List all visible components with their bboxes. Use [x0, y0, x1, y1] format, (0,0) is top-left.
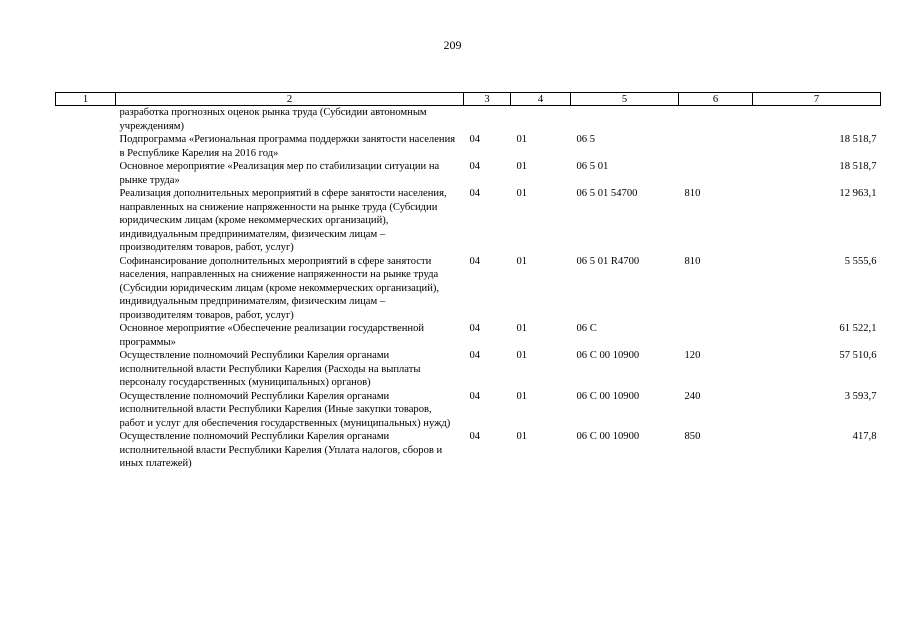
row-index-cell	[56, 160, 116, 187]
table-row	[56, 430, 881, 471]
row-subsection-cell: 01	[516, 188, 528, 199]
header-cell-1: 1	[56, 93, 116, 106]
row-sum-cell: 61 522,1	[839, 323, 877, 334]
row-target-article-cell: 06 5 01	[576, 161, 609, 172]
table-row	[56, 349, 881, 390]
row-name-cell: Основное мероприятие «Обеспечение реализации государственной программы»	[119, 323, 425, 348]
table-row	[56, 255, 881, 323]
row-subsection-cell	[511, 106, 571, 134]
row-expense-type-cell: 120	[684, 350, 701, 361]
row-target-article-cell: 06 5 01 54700	[576, 188, 638, 199]
header-cell-3: 3	[464, 93, 511, 106]
row-sum-cell: 5 555,6	[844, 255, 877, 267]
table-row	[56, 187, 881, 255]
row-expense-type-cell: 850	[684, 431, 701, 442]
row-subsection-cell: 01	[516, 134, 528, 145]
row-target-article-cell: 06 С 00 10900	[576, 390, 640, 402]
row-name-cell: Осуществление полномочий Республики Карелия органами исполнительной власти Республики Карелия (Иные закупки товаров, работ и услуг для обеспечения государственных (муниципальных) нужд)	[119, 390, 451, 429]
row-section-cell: 04	[469, 323, 481, 334]
row-name-cell: Софинансирование дополнительных мероприятий в сфере занятости населения, направленных на снижение напряженности на рынке труда (Субсидии юридическим лицам (кроме некоммерческих организаций), индивидуальным предпринимателям, физическим лицам – производителям товаров, работ, услуг)	[119, 255, 440, 321]
header-cell-2: 2	[116, 93, 464, 106]
row-target-article-cell: 06 С 00 10900	[576, 350, 640, 361]
row-target-article-cell: 06 С 00 10900	[576, 431, 640, 442]
row-index-cell	[56, 430, 116, 471]
table-row	[56, 133, 881, 160]
header-cell-5: 5	[571, 93, 679, 106]
row-expense-type-cell: 810	[684, 255, 701, 267]
row-subsection-cell: 01	[516, 390, 528, 402]
row-section-cell: 04	[469, 350, 481, 361]
table-row	[56, 322, 881, 349]
row-name-cell: Осуществление полномочий Республики Карелия органами исполнительной власти Республики Карелия (Уплата налогов, сборов и иных платежей)	[119, 431, 443, 469]
row-section-cell: 04	[469, 431, 481, 442]
row-target-article-cell: 06 С	[576, 323, 597, 334]
row-name-cell: Реализация дополнительных мероприятий в сфере занятости населения, направленных на снижение напряженности на рынке труда (Субсидии юридическим лицам (кроме некоммерческих организаций), индивидуальным предпринимателям, физическим лицам – производителям товаров, работ, услуг)	[119, 188, 447, 253]
row-index-cell	[56, 133, 116, 160]
row-sum-cell	[753, 106, 881, 134]
row-index-cell	[56, 106, 116, 134]
row-index-cell	[56, 187, 116, 255]
row-index-cell	[56, 390, 116, 431]
row-name-cell: Основное мероприятие «Реализация мер по стабилизации ситуации на рынке труда»	[119, 161, 440, 186]
table-row	[56, 106, 881, 134]
row-sum-cell: 3 593,7	[844, 390, 877, 402]
row-section-cell	[464, 106, 511, 134]
row-sum-cell: 57 510,6	[839, 350, 877, 361]
row-sum-cell: 18 518,7	[839, 161, 877, 172]
row-index-cell	[56, 349, 116, 390]
row-index-cell	[56, 322, 116, 349]
row-target-article-cell	[571, 106, 679, 134]
row-expense-type-cell	[679, 160, 753, 187]
row-subsection-cell: 01	[516, 161, 528, 172]
row-sum-cell: 12 963,1	[839, 188, 877, 199]
row-name-cell: разработка прогнозных оценок рынка труда (Субсидии автономным учреждениям)	[119, 107, 427, 132]
row-index-cell	[56, 255, 116, 323]
row-expense-type-cell: 810	[684, 188, 701, 199]
row-subsection-cell: 01	[516, 350, 528, 361]
row-subsection-cell: 01	[516, 431, 528, 442]
row-expense-type-cell	[679, 106, 753, 134]
row-section-cell: 04	[469, 161, 481, 172]
row-section-cell: 04	[469, 390, 481, 402]
table-row	[56, 160, 881, 187]
row-expense-type-cell	[679, 133, 753, 160]
header-cell-6: 6	[679, 93, 753, 106]
row-target-article-cell: 06 5 01 R4700	[576, 255, 640, 267]
row-section-cell: 04	[469, 134, 481, 145]
row-subsection-cell: 01	[516, 255, 528, 267]
row-subsection-cell: 01	[516, 323, 528, 334]
row-target-article-cell: 06 5	[576, 134, 596, 145]
row-expense-type-cell: 240	[684, 390, 701, 402]
row-name-cell: Подпрограмма «Региональная программа поддержки занятости населения в Республике Карелия на 2016 год»	[119, 134, 456, 159]
page-number: 209	[443, 38, 462, 52]
row-sum-cell: 18 518,7	[839, 134, 877, 145]
row-section-cell: 04	[469, 188, 481, 199]
row-name-cell: Осуществление полномочий Республики Карелия органами исполнительной власти Республики Карелия (Расходы на выплаты персоналу государственных (муниципальных) органов)	[119, 350, 421, 388]
table-row	[56, 390, 881, 431]
header-row	[56, 93, 881, 106]
row-expense-type-cell	[679, 322, 753, 349]
row-section-cell: 04	[469, 255, 481, 267]
header-cell-4: 4	[511, 93, 571, 106]
row-sum-cell: 417,8	[852, 431, 877, 442]
header-cell-7: 7	[753, 93, 881, 106]
budget-table	[55, 92, 881, 471]
